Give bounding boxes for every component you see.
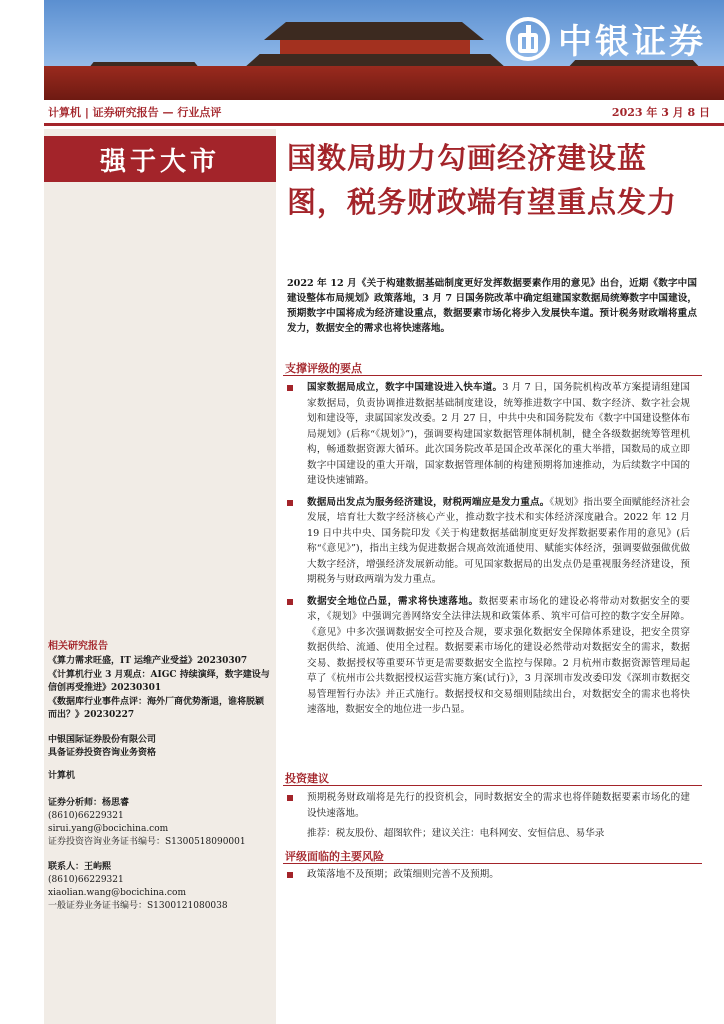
bank-of-china-logo-icon (506, 17, 550, 61)
qualification: 具备证券投资咨询业务资格 (48, 748, 157, 758)
square-bullet-icon (287, 795, 293, 801)
brand-logo (506, 14, 706, 63)
related-report-3[interactable]: 《数据库行业事件点评：海外厂商优势渐退，谁将脱颖而出？》20230227 (48, 697, 265, 720)
analyst-2-phone: (8610)66229321 (48, 875, 124, 885)
recommendation-text: 推荐：税友股份、超图软件；建议关注：电科网安、安恒信息、易华录 (307, 828, 605, 839)
analyst-1-cert: 证券投资咨询业务证书编号：S1300518090001 (48, 837, 246, 847)
invest-heading: 投资建议 (285, 772, 329, 785)
bullet-lead: 数据安全地位凸显，需求将快速落地。 (307, 595, 479, 607)
related-reports-heading: 相关研究报告 (48, 641, 108, 652)
square-bullet-icon (287, 599, 293, 605)
analyst-2-email[interactable]: xiaolian.wang@bocichina.com (48, 888, 186, 898)
square-bullet-icon (287, 500, 293, 506)
bullet-text: 预期税务财政端将是先行的投资机会，同时数据安全的需求也将伴随数据要素市场化的建设快速落地。 (307, 792, 690, 819)
support-heading: 支撑评级的要点 (285, 362, 362, 375)
list-item (285, 495, 690, 588)
left-info (48, 640, 272, 913)
related-report-2[interactable]: 《计算机行业 3 月观点：AIGC 持续演绎，数字建设与信创再受推进》20230301 (48, 670, 270, 693)
risk-divider (283, 863, 702, 864)
bullet-text: 3 月 7 日，国务院机构改革方案提请组建国家数据局，负责协调推进数据基础制度建设，统筹推进数字中国、数字经济、数字社会规划和建设等，隶属国家发改委。2 月 27 日，中共中央和国务院发布《数字中国建设整体布局规划》(后称“《规划》”)，强调要构建国家数据管理体制机制，健全各级数据统筹管理机构，畅通数据资源大循环。此次国务院改革是国企改革深化的重大举措，国数局的成立即数字中国建设的重大开端，国家数据管理体制的构建预期将加速推动，为后续数字中国的建设快速铺路。 (307, 382, 690, 486)
report-title: 国数局助力勾画经济建设蓝图，税务财政端有望重点发力 (287, 141, 678, 219)
header-banner (44, 0, 724, 100)
risk-heading: 评级面临的主要风险 (285, 850, 384, 863)
square-bullet-icon (287, 385, 293, 391)
support-divider (283, 375, 702, 376)
analyst-1-name: 证券分析师：杨思睿 (48, 798, 130, 808)
invest-list (285, 790, 690, 827)
bullet-text: 政策落地不及预期；政策细则完善不及预期。 (307, 869, 499, 880)
analyst-1-phone: (8610)66229321 (48, 811, 124, 821)
list-item (285, 867, 690, 883)
list-item (285, 380, 690, 489)
lead-paragraph: 2022 年 12 月《关于构建数据基础制度更好发挥数据要素作用的意见》出台，近期《数字中国建设整体布局规划》政策落地，3 月 7 日国务院改革中确定组建国家数据局统筹数字中国建设，预期数字中国将成为经济建设重点，数据要素市场化将步入发展快车道。预计税务财政端将重点发力，数据安全的需求也将快速落地。 (287, 278, 697, 334)
meta-strip (44, 100, 724, 126)
report-category: 计算机 | 证券研究报告 — 行业点评 (48, 105, 222, 119)
list-item (285, 790, 690, 821)
bullet-text: 《规划》指出要全面赋能经济社会发展，培育壮大数字经济核心产业，推动数字技术和实体经济深度融合。2022 年 12 月 19 日中共中央、国务院印发《关于构建数据基础制度更好发挥数据要素作用的意见》(后称“《意见》”)，指出主线为促进数据合规高效流通使用、赋能实体经济，强调要做强做优做大数字经济，增强经济发展新动能。可见国家数据局的出发点仍是重视服务经济建设，预期税务与财政两端为发力重点。 (307, 496, 690, 585)
analyst-2-name: 联系人：王屿熙 (48, 862, 112, 872)
sector-name: 计算机 (48, 771, 76, 781)
bullet-lead: 国家数据局成立，数字中国建设进入快车道。 (307, 382, 503, 393)
bullet-lead: 数据局出发点为服务经济建设，财税两端应是发力重点。 (307, 496, 550, 508)
invest-divider (283, 785, 702, 786)
risk-list (285, 867, 690, 889)
rating-badge (44, 136, 276, 182)
support-list (285, 380, 690, 724)
brand-name: 中银证券 (558, 22, 706, 62)
rating-label: 强于大市 (99, 146, 220, 177)
company-name: 中银国际证券股份有限公司 (48, 735, 157, 745)
analyst-1-email[interactable]: sirui.yang@bocichina.com (48, 824, 169, 834)
bullet-text: 数据要素市场化的建设必将带动对数据安全的要求，《规划》中强调完善网络安全法律法规和政策体系、筑牢可信可控的数字安全屏障。《意见》中多次强调数据安全可控及合规，要求强化数据安全保障体系建设，把安全贯穿数据供给、流通、使用全过程。数据要素市场化的建设必然带动对数据安全的需求，数据交易、数据授权等重要环节更是需要数据安全监控与保障。2 月杭州市数据资源管理局起草了《杭州市公共数据授权运营实施方案(试行)》，3 月深圳市发改委印发《深圳市数据交易管理暂行办法》并正式施行。数据授权和交易细则陆续出台，对数据安全的需求也将快速落地，数据安全的地位进一步凸显。 (307, 595, 691, 715)
report-date: 2023 年 3 月 8 日 (611, 105, 710, 119)
analyst-2-cert: 一般证券业务证书编号：S1300121080038 (48, 901, 228, 911)
related-report-1[interactable]: 《算力需求旺盛，IT 运维产业受益》20230307 (48, 656, 248, 666)
list-item (285, 594, 690, 718)
square-bullet-icon (287, 872, 293, 878)
